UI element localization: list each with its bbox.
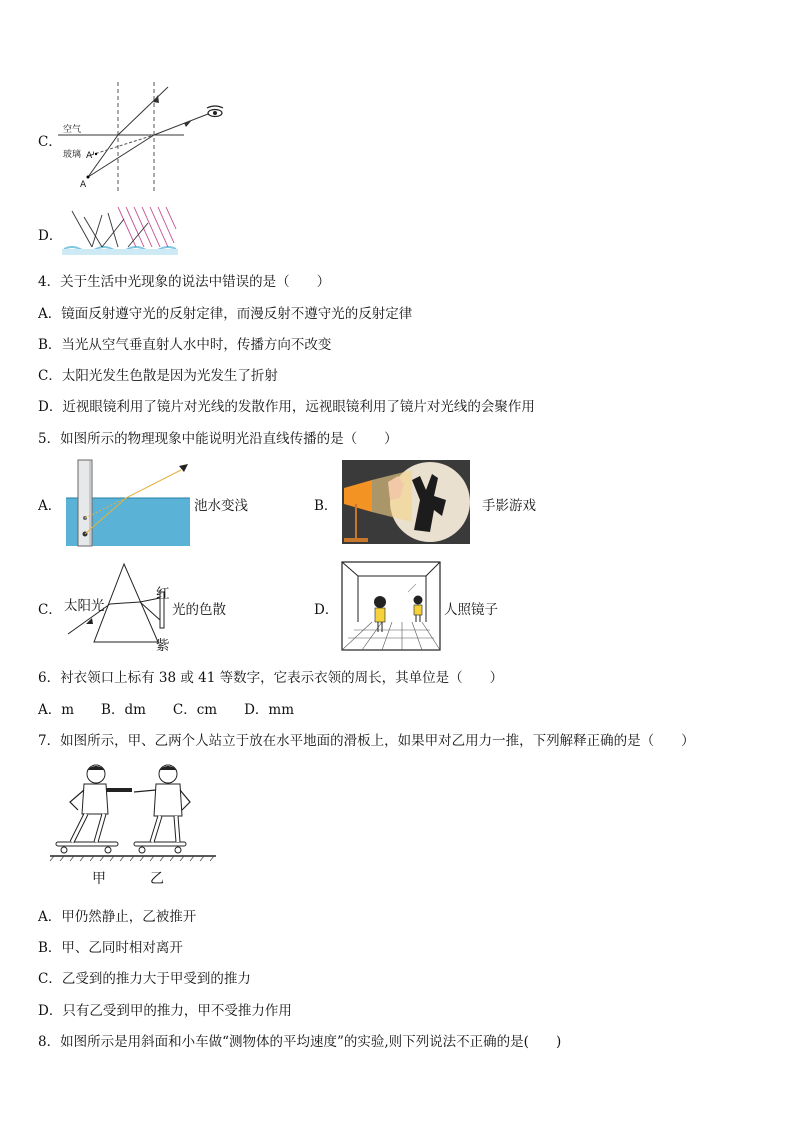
q5-fig-c-sunlight: 太阳光 [64,598,105,614]
q5-option-b-label: B． [314,498,338,514]
q3-fig-c-point-a: A [80,180,87,190]
q5-option-c-label: C． [38,602,62,618]
q3-fig-c-air: 空气 [63,125,82,135]
q5-option-d-label: D． [314,602,339,618]
q3-figure-d-diffuse-reflection [62,205,180,255]
q7-option-b: B．甲、乙同时相对离开 [38,940,183,956]
q3-option-d-label: D． [38,228,63,244]
q8-stem: 8．如图所示是用斜面和小车做“测物体的平均速度”的实验,则下列说法不正确的是( ) [38,1034,562,1050]
q7-label-yi: 乙 [150,871,164,887]
q5-option-a-label: A． [38,498,62,514]
q7-option-c: C．乙受到的推力大于甲受到的推力 [38,971,251,987]
q3-option-c-label: C． [38,134,62,150]
q5-option-c-caption: 光的色散 [172,602,226,618]
q6-options: A．m B．dm C．cm D．mm [38,702,295,718]
q5-fig-c-purple: 紫 [156,638,170,654]
q5-option-a-caption: 池水变浅 [194,498,248,514]
q5-figure-b-hand-shadow [342,460,472,546]
q5-stem: 5．如图所示的物理现象中能说明光沿直线传播的是（ ） [38,431,398,447]
q7-figure-skateboards [50,762,218,862]
q4-option-c: C．太阳光发生色散是因为光发生了折射 [38,368,278,384]
q4-stem: 4．关于生活中光现象的说法中错误的是（ ） [38,274,331,290]
q5-option-d-caption: 人照镜子 [444,602,498,618]
q5-fig-c-red: 红 [156,586,170,602]
q5-figure-d-mirror [342,562,442,652]
q7-option-d: D．只有乙受到甲的推力，甲不受推力作用 [38,1003,292,1019]
q7-stem: 7．如图所示，甲、乙两个人站立于放在水平地面的滑板上，如果甲对乙用力一推，下列解释正确的是（ ） [38,733,695,749]
q4-option-b: B．当光从空气垂直射人水中时，传播方向不改变 [38,337,332,353]
q3-fig-c-glass: 玻璃 [63,150,82,160]
q7-option-a: A．甲仍然静止，乙被推开 [38,909,197,925]
q5-figure-a-pool [66,458,192,548]
q7-label-jia: 甲 [92,871,106,887]
q3-figure-c-refraction-diagram [58,82,228,192]
q4-option-d: D．近视眼镜利用了镜片对光线的发散作用，远视眼镜利用了镜片对光线的会聚作用 [38,399,535,415]
q4-option-a: A．镜面反射遵守光的反射定律，而漫反射不遵守光的反射定律 [38,306,413,322]
q3-fig-c-point-a-prime: A' [86,151,95,161]
q5-option-b-caption: 手影游戏 [482,498,536,514]
q6-stem: 6．衬衣领口上标有 38 或 41 等数字，它表示衣领的周长，其单位是（ ） [38,670,504,686]
